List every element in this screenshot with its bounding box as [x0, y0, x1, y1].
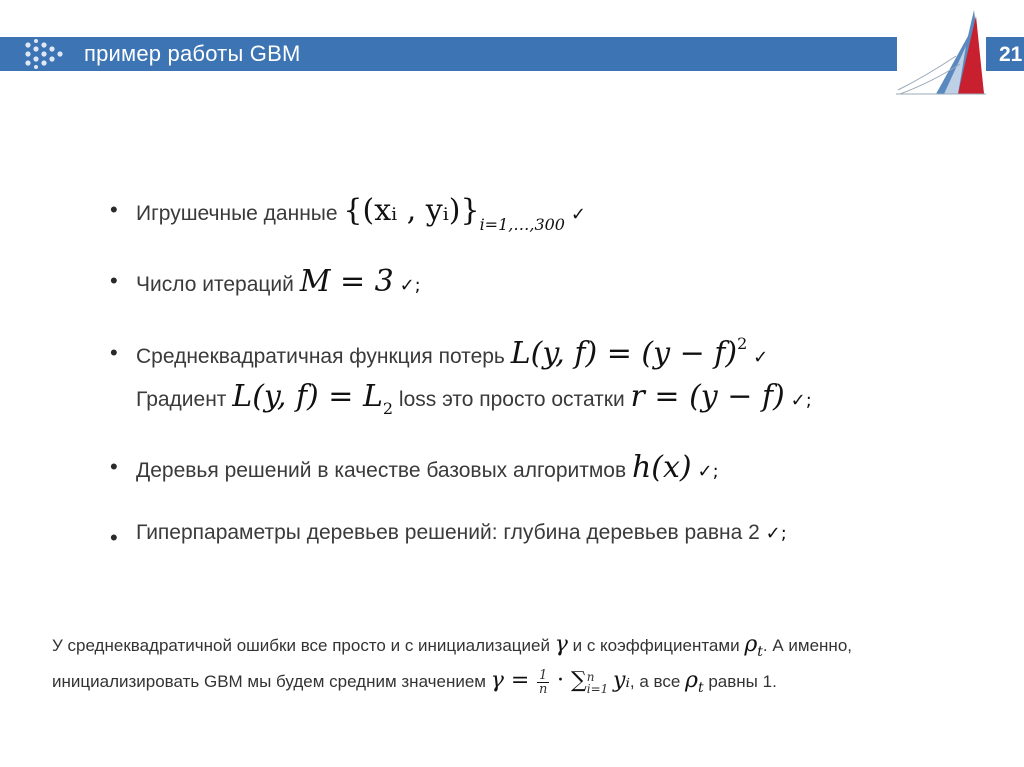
fraction — [537, 669, 549, 696]
bullet-dot: • — [110, 454, 118, 479]
checkmark: ✓ — [570, 204, 586, 225]
formula-lhs: γ = — [490, 668, 530, 693]
rho-symbol: ρ — [685, 668, 698, 693]
bullet-dot: • — [110, 197, 118, 222]
gradient-math-subscript: 2 — [382, 399, 394, 418]
slide-title: пример работы GBM — [84, 41, 301, 66]
bullet-math: h(x) — [631, 450, 692, 485]
bullet-math-superscript: 2 — [737, 334, 748, 353]
note-text: и с коэффициентами — [572, 636, 740, 655]
bullet-text: Игрушечные данные — [136, 202, 338, 225]
gradient-math: L(y, f) = L — [232, 379, 383, 414]
bullet-dot: • — [110, 268, 118, 293]
bullet-math-subscript: i=1,…,300 — [479, 215, 565, 234]
sum-lower: i=1 — [586, 681, 609, 696]
note-text: равны 1. — [708, 672, 777, 691]
bullet-text: Гиперпараметры деревьев решений: глубина деревьев равна 2 — [136, 521, 760, 544]
sum-limits — [587, 671, 609, 695]
note-text: инициализировать GBM мы будем средним значением — [52, 672, 486, 691]
bullet-dot: • — [110, 525, 118, 550]
bullet-math: M = 3 — [299, 264, 394, 299]
bullet-text: Среднеквадратичная функция потерь — [136, 345, 505, 368]
chevron-arrows-icon — [24, 39, 64, 69]
note-text: У среднеквадратичной ошибки все просто и с инициализацией — [52, 636, 550, 655]
residual-math: r = (y − f) — [630, 379, 785, 414]
checkmark: ✓; — [697, 461, 719, 482]
checkmark: ✓ — [753, 347, 769, 368]
rho-subscript: t — [757, 644, 763, 660]
note-text: . А именно, — [762, 636, 852, 655]
gradient-text: loss это просто остатки — [398, 388, 625, 411]
sum-upper: n — [586, 669, 595, 684]
note-text: , а все — [629, 672, 681, 691]
checkmark: ✓; — [399, 275, 421, 296]
sum-symbol: · ∑ — [557, 668, 587, 693]
rho-symbol: ρ — [744, 632, 758, 657]
bullet-math: L(y, f) = (y − f) — [510, 336, 738, 371]
gamma-symbol: γ — [554, 632, 568, 657]
bullet-text: Деревья решений в качестве базовых алгоритмов — [136, 459, 627, 482]
university-logo — [896, 6, 986, 96]
gradient-label: Градиент — [136, 388, 227, 411]
fraction-denominator: n — [538, 682, 548, 698]
bullet-math: {(xᵢ , yᵢ)} — [343, 193, 480, 228]
rho-subscript: t — [697, 680, 704, 696]
checkmark: ✓; — [765, 523, 787, 544]
bullet-dot: • — [110, 340, 118, 365]
fraction-numerator: 1 — [539, 668, 548, 684]
checkmark: ✓; — [790, 390, 812, 411]
formula-rhs: yᵢ — [613, 668, 630, 693]
bullet-text: Число итераций — [136, 273, 294, 296]
slide-number: 21 — [999, 43, 1023, 66]
